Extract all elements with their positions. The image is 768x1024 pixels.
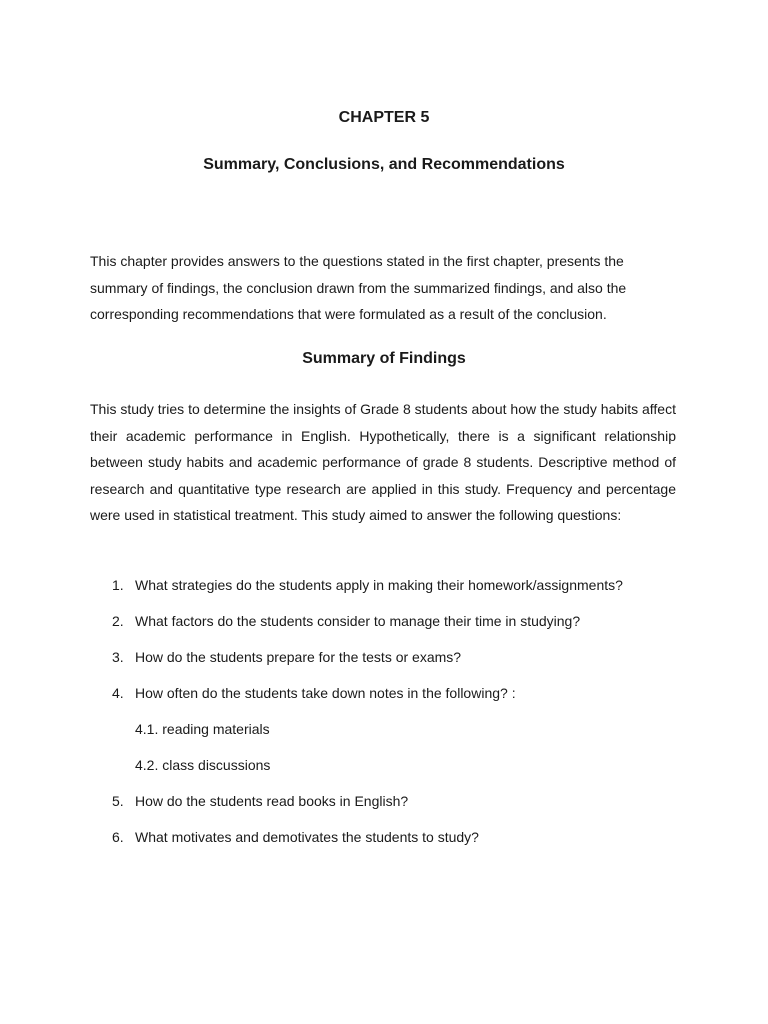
sub-question-item [0, 718, 768, 754]
question-item [0, 610, 768, 646]
question-text: How do the students read books in English? [135, 793, 409, 809]
question-text: How often do the students take down notes in the following? : [135, 685, 516, 701]
question-item [0, 574, 768, 610]
chapter-title: Summary, Conclusions, and Recommendations [203, 156, 565, 173]
body-paragraph: This study tries to determine the insights of Grade 8 students about how the study habits affect their academic performance in English. Hypothetically, there is a significant relationship between study habits and academic performance of grade 8 students. Descriptive method of research and quantitative type research are applied in this study. Frequency and percentage were used in statistical treatment. This study aimed to answer the following questions: [90, 401, 676, 524]
question-item [0, 646, 768, 682]
question-number: 1. [112, 577, 124, 593]
question-text: What factors do the students consider to manage their time in studying? [135, 613, 581, 629]
question-number: 5. [112, 793, 124, 809]
question-text: How do the students prepare for the tests or exams? [135, 649, 462, 665]
question-text: What motivates and demotivates the students to study? [135, 829, 479, 845]
question-number: 2. [112, 613, 124, 629]
question-text: What strategies do the students apply in making their homework/assignments? [135, 577, 623, 593]
question-list [0, 574, 768, 862]
question-item [0, 826, 768, 862]
chapter-heading: CHAPTER 5 [338, 109, 430, 126]
question-number: 3. [112, 649, 124, 665]
section-heading: Summary of Findings [302, 350, 466, 367]
question-item [0, 682, 768, 718]
sub-question-text: 4.1. reading materials [135, 721, 270, 737]
intro-paragraph: This chapter provides answers to the questions stated in the first chapter, presents the summary of findings, the conclusion drawn from the summarized findings, and also the corresponding recommendations that were formulated as a result of the conclusion. [90, 253, 627, 322]
question-number: 4. [112, 685, 124, 701]
question-number: 6. [112, 829, 124, 845]
question-item [0, 790, 768, 826]
sub-question-text: 4.2. class discussions [135, 757, 271, 773]
sub-question-item [0, 754, 768, 790]
